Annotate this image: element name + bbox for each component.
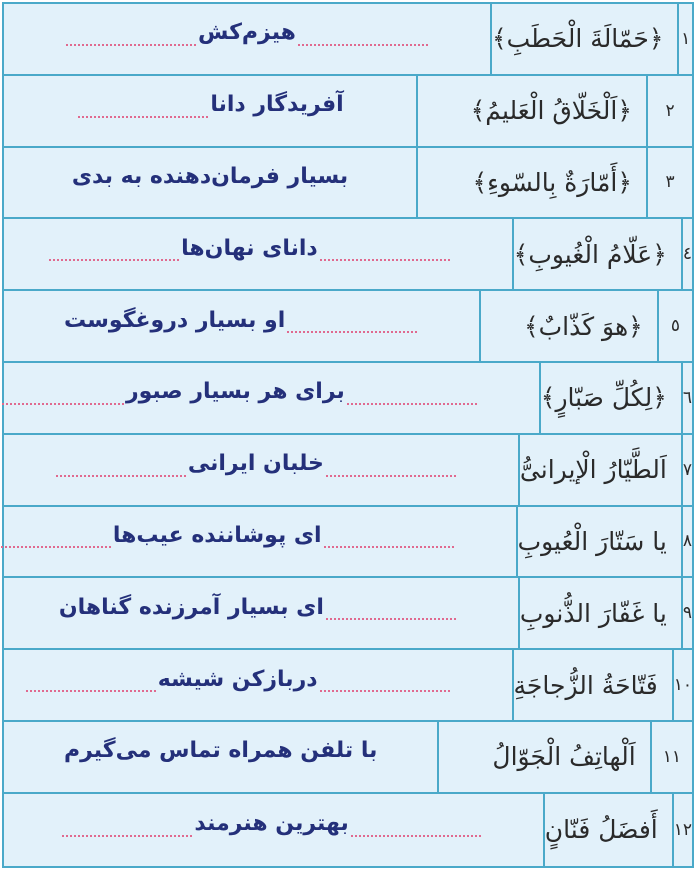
dotted-line-left	[49, 259, 179, 261]
dotted-line-left	[62, 835, 192, 837]
row-number: ٤	[681, 219, 692, 289]
dotted-line-right	[287, 331, 417, 333]
table-row	[4, 363, 692, 435]
table-row	[4, 291, 692, 363]
translation-text: بهترین هنرمند	[194, 811, 349, 837]
translation-text: دانای نهان‌ها	[181, 235, 318, 261]
table-row	[4, 76, 692, 148]
table-row	[4, 507, 692, 579]
persian-translation	[0, 507, 516, 577]
table-row	[4, 4, 692, 76]
vocabulary-table	[2, 2, 694, 868]
table-row	[4, 148, 692, 220]
table-row	[4, 794, 692, 866]
dotted-line-right	[320, 259, 450, 261]
dotted-line-right	[320, 690, 450, 692]
table-row	[4, 722, 692, 794]
dotted-line-left	[56, 475, 186, 477]
persian-translation	[4, 722, 437, 792]
arabic-phrase: اَلْهاتِفُ الْجَوّالُ	[437, 722, 649, 792]
row-number: ۲	[646, 76, 692, 146]
table-row	[4, 650, 692, 722]
arabic-phrase: اَلطَّیّارُ الْإیرانیُّ	[518, 435, 681, 505]
arabic-phrase: ﴿هوَ كَذّابٌ﴾	[479, 291, 657, 361]
arabic-phrase: ﴿اَلْخَلّاقُ الْعَلیمُ﴾	[416, 76, 646, 146]
persian-translation	[4, 291, 479, 361]
dotted-line-right	[298, 44, 428, 46]
translation-text: ای بسیار آمرزنده گناهان	[58, 594, 324, 620]
translation-text: خلبان ایرانی	[187, 451, 324, 477]
dotted-line-left	[0, 546, 111, 548]
translation-text: برای هر بسیار صبور	[125, 379, 345, 405]
dotted-line-right	[347, 403, 477, 405]
arabic-phrase: ﴿لِكُلِّ صَبّارٍ﴾	[539, 363, 681, 433]
persian-translation	[4, 148, 416, 218]
arabic-phrase: ﴿أَمّارَةٌ بِالسّوءِ﴾	[416, 148, 646, 218]
dotted-line-right	[326, 618, 456, 620]
table-row	[4, 578, 692, 650]
translation-text: هیزم‌کش	[198, 20, 296, 46]
persian-translation	[0, 219, 512, 289]
row-number: ۱۲	[672, 794, 692, 866]
persian-translation	[0, 650, 512, 720]
row-number: ٦	[681, 363, 692, 433]
dotted-line-right	[324, 546, 454, 548]
arabic-phrase: یا غَفّارَ الذُّنوبِ	[518, 578, 681, 648]
translation-text: او بسیار دروغگوست	[64, 307, 286, 333]
row-number: ۱	[677, 4, 692, 74]
persian-translation	[0, 363, 539, 433]
table-row	[4, 435, 692, 507]
translation-text: با تلفن همراه تماس می‌گیرم	[64, 738, 378, 764]
translation-text: ای پوشاننده عیب‌ها	[112, 522, 322, 548]
arabic-phrase: ﴿عَلّامُ الْغُیوبِ﴾	[512, 219, 681, 289]
dotted-line-left	[0, 403, 124, 405]
arabic-phrase: أَفضَلُ فَنّانٍ	[543, 794, 672, 866]
row-number: ۱۱	[650, 722, 692, 792]
row-number: ۱۰	[672, 650, 692, 720]
persian-translation	[0, 578, 518, 648]
dotted-line-left	[26, 690, 156, 692]
persian-translation	[4, 76, 416, 146]
translation-text: دربازکن شیشه	[157, 666, 318, 692]
arabic-phrase: فَتّاحَةُ الزُّجاجَةِ	[512, 650, 672, 720]
arabic-phrase: ﴿حَمّالَةَ الْحَطَبِ﴾	[490, 4, 678, 74]
row-number: ۹	[681, 578, 692, 648]
translation-text: آفریدگار دانا	[210, 92, 344, 118]
dotted-line-right	[351, 835, 481, 837]
dotted-line-right	[326, 475, 456, 477]
persian-translation	[0, 435, 518, 505]
dotted-line-left	[78, 116, 208, 118]
translation-text: بسیار فرمان‌دهنده به بدی	[71, 163, 349, 189]
row-number: ۸	[681, 507, 692, 577]
row-number: ۷	[681, 435, 692, 505]
row-number: ۳	[646, 148, 692, 218]
table-row	[4, 219, 692, 291]
row-number: ٥	[657, 291, 692, 361]
persian-translation	[4, 4, 490, 74]
arabic-phrase: یا سَتّارَ الْعُیوبِ	[516, 507, 681, 577]
dotted-line-left	[66, 44, 196, 46]
persian-translation	[0, 794, 542, 866]
